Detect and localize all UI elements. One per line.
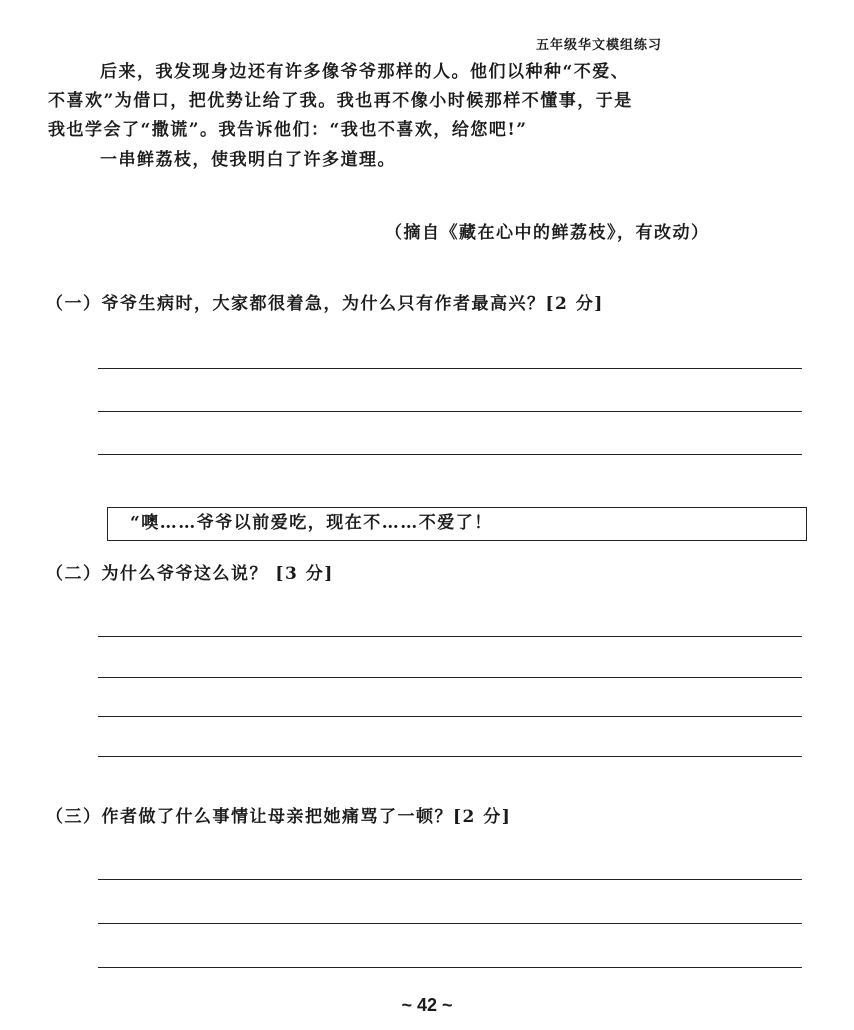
quote-box: “噢……爷爷以前爱吃，现在不……不爱了！ [107,507,807,541]
question-3: （三）作者做了什么事情让母亲把她痛骂了一顿？[2 分] [46,807,512,827]
question-2: （二）为什么爷爷这么说？ [3 分] [46,564,334,584]
page-number: ~ 42 ~ [401,995,453,1015]
passage-paragraph-2 [48,146,798,175]
answer-line[interactable] [98,967,802,968]
passage-line: 我也学会了“撒谎”。我告诉他们：“我也不喜欢，给您吧!” [48,120,528,140]
answer-line[interactable] [98,756,802,757]
answer-line[interactable] [98,923,802,924]
passage-line: 后来，我发现身边还有许多像爷爷那样的人。他们以种种“不爱、 [100,62,630,82]
passage-source: （摘自《藏在心中的鲜荔枝》，有改动） [385,223,710,243]
answer-line[interactable] [98,716,802,717]
answer-line[interactable] [98,677,802,678]
answer-line[interactable] [98,879,802,880]
worksheet-header: 五年级华文模组练习 [536,38,663,53]
passage-line: 一串鲜荔枝，使我明白了许多道理。 [100,150,396,170]
answer-line[interactable] [98,411,802,412]
answer-line[interactable] [98,636,802,637]
question-1: （一）爷爷生病时，大家都很着急，为什么只有作者最高兴？[2 分] [46,294,604,314]
answer-line[interactable] [98,454,802,455]
passage-line: 不喜欢”为借口，把优势让给了我。我也再不像小时候那样不懂事，于是 [48,91,633,111]
answer-line[interactable] [98,368,802,369]
passage-paragraph-1 [48,58,798,145]
